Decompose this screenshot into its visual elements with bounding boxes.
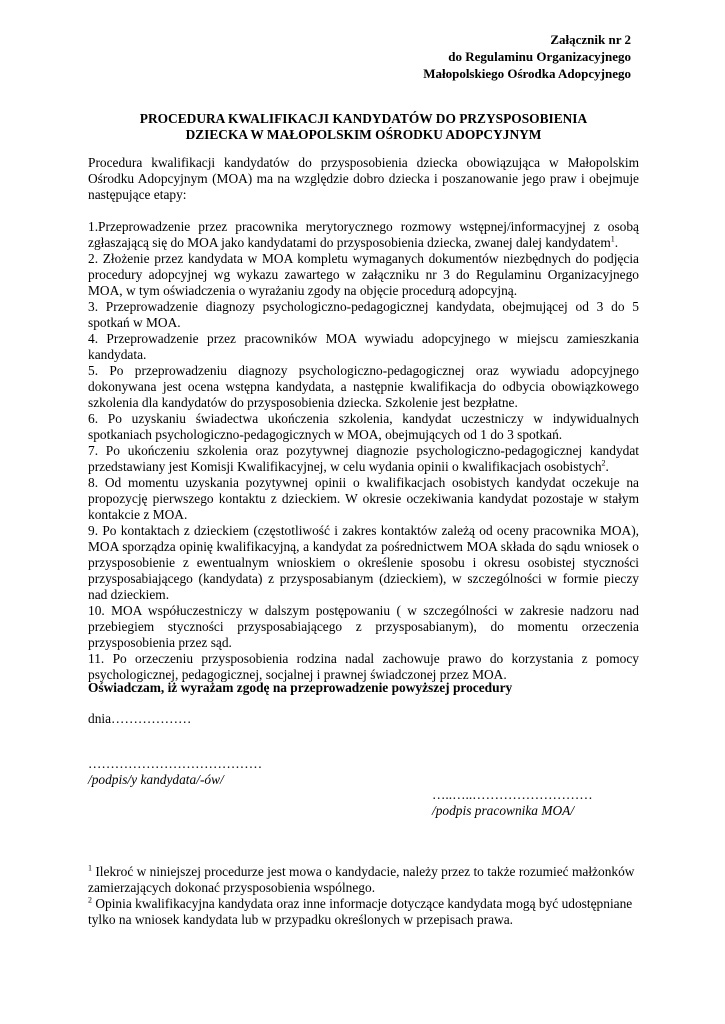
candidate-signature-line: ………………………………… (88, 756, 263, 771)
step-item: 6. Po uzyskaniu świadectwa ukończenia szkolenia, kandydat uczestniczy w indywidualnych spotkaniach psychologiczno-pedagogicznych w MOA, obejmujących od 1 do 3 spotkań. (88, 411, 639, 442)
step-item: 8. Od momentu uzyskania pozytywnej opinii o kwalifikacjach osobistych kandydat oczekuje na propozycję pierwszego kontaktu z dzieckiem. W okresie oczekiwania kandydat pozostaje w stałym kontakcie z MOA. (88, 475, 639, 522)
worker-signature-line: …..…..……………………… (432, 787, 593, 802)
step-item: 11. Po orzeczeniu przysposobienia rodzina nadal zachowuje prawo do korzystania z pomocy psychologicznej, pedagogicznej, socjalnej i prawnej świadczonej przez MOA. (88, 651, 639, 682)
procedure-steps (88, 219, 639, 683)
step-item: 3. Przeprowadzenie diagnozy psychologiczno-pedagogicznej kandydata, obejmującej od 3 do 5 spotkań w MOA. (88, 299, 639, 330)
annex-institution: Małopolskiego Ośrodka Adopcyjnego (423, 66, 631, 81)
annex-number: Załącznik nr 2 (550, 32, 631, 47)
footnote-2: $^2$ Opinia kwalifikacyjna kandydata oraz inne informacje dotyczące kandydata mogą być udostępniane tylko na wniosek kandydata lub w przypadku określonych w przepisach prawa. (88, 895, 633, 927)
title-line-1: PROCEDURA KWALIFIKACJI KANDYDATÓW DO PRZYSPOSOBIENIA (139, 111, 588, 126)
candidate-signature (88, 756, 262, 788)
step-item: 7. Po ukończeniu szkolenia oraz pozytywnej diagnozie psychologiczno-pedagogicznej kandydat przedstawiany jest Komisji Kwalifikacyjnej, w celu wydania opinii o kwalifikacjach osobistych$^2$. (88, 443, 639, 474)
footnote-1: $^1$ Ilekroć w niniejszej procedurze jest mowa o kandydacie, należy przez to także rozumieć małżonków zamierzających dokonać przysposobienia wspólnego. (88, 863, 635, 895)
title-line-2: DZIECKA W MAŁOPOLSKIM OŚRODKU ADOPCYJNYM (185, 127, 542, 142)
step-item: 4. Przeprowadzenie przez pracowników MOA wywiadu adopcyjnego w miejscu zamieszkania kandydata. (88, 331, 639, 362)
worker-signature (432, 787, 593, 819)
intro-paragraph: Procedura kwalifikacji kandydatów do przysposobienia dziecka obowiązująca w Małopolskim Ośrodku Adopcyjnym (MOA) ma na względzie dobro dziecka i poszanowanie jego praw i obejmuje następujące etapy: (88, 155, 639, 202)
worker-signature-caption: /podpis pracownika MOA/ (432, 803, 575, 818)
step-item: 9. Po kontaktach z dzieckiem (częstotliwość i zakres kontaktów zależą od oceny pracownika MOA), MOA sporządza opinię kwalifikacyjną, a kandydat za pośrednictwem MOA składa do sądu wniosek o przysposobienie z ewentualnym wnioskiem o określenie sposobu i okresu osobistej styczności przysposabiającego (kandydata) z przysposabianym (dzieckiem), w szczególności w formie pieczy nad dzieckiem. (88, 523, 639, 602)
step-item: 2. Złożenie przez kandydata w MOA kompletu wymaganych dokumentów niezbędnych do podjęcia procedury adopcyjnej wg wykazu zawartego w załączniku nr 3 do Regulaminu Organizacyjnego MOA, w tym oświadczenia o wyrażaniu zgody na objęcie procedurą adopcyjną. (88, 251, 639, 298)
step-item: 5. Po przeprowadzeniu diagnozy psychologiczno-pedagogicznej oraz wywiadu adopcyjnego dokonywana jest ocena wstępna kandydata, a następnie kwalifikacja do odbycia obowiązkowego szkolenia dla kandydatów do przysposobienia dziecka. Szkolenie jest bezpłatne. (88, 363, 639, 410)
step-item: 1.Przeprowadzenie przez pracownika merytorycznego rozmowy wstępnej/informacyjnej z osobą zgłaszającą się do MOA jako kandydatami do przysposobienia dziecka, zwanej dalej kandydatem$^1$. (88, 219, 639, 250)
footnotes (88, 864, 639, 928)
annex-header (423, 31, 631, 82)
annex-regulation: do Regulaminu Organizacyjnego (448, 49, 631, 64)
document-title (88, 111, 639, 143)
date-line: dnia……………… (88, 711, 192, 726)
step-item: 10. MOA współuczestniczy w dalszym postępowaniu ( w szczególności w zakresie nadzoru nad przebiegiem styczności przysposabiającego z przysposabianym), do momentu orzeczenia przysposobienia przez sąd. (88, 603, 639, 650)
candidate-signature-caption: /podpis/y kandydata/-ów/ (88, 772, 224, 787)
consent-declaration: Oświadczam, iż wyrażam zgodę na przeprowadzenie powyższej procedury (88, 680, 513, 695)
